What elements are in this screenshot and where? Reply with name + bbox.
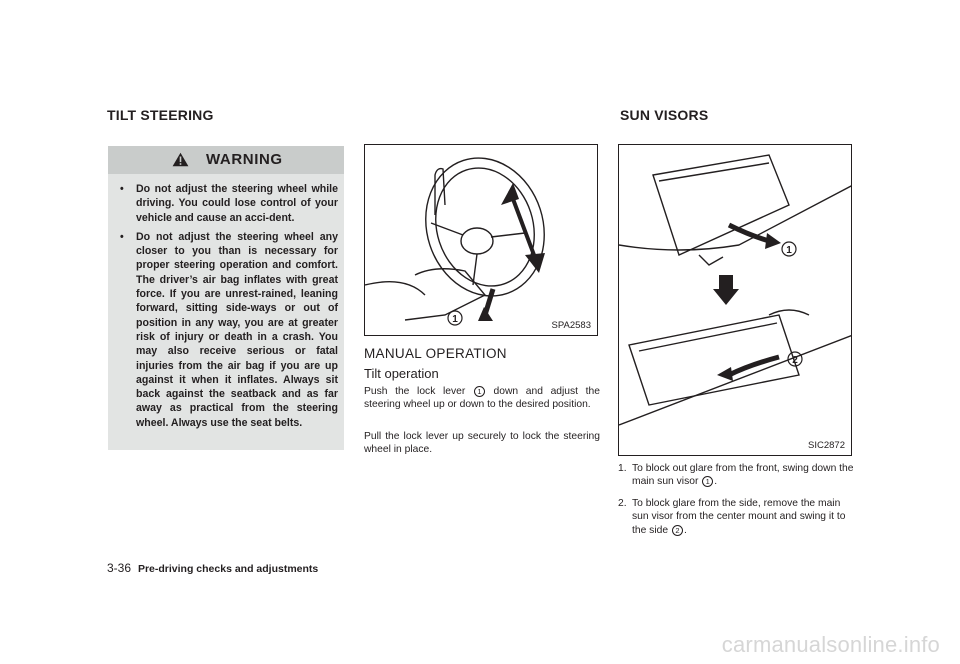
callout-2: 2 xyxy=(792,355,798,366)
sun-visor-steps xyxy=(618,462,854,545)
step-number: 2. xyxy=(618,497,627,509)
watermark: carmanualsonline.info xyxy=(721,632,940,657)
warning-item xyxy=(120,230,338,430)
callout-ref-2: 2 xyxy=(672,525,683,536)
step-number: 1. xyxy=(618,463,627,474)
footer-title: Pre-driving checks and adjustments xyxy=(137,563,319,575)
callout-1: 1 xyxy=(452,314,458,325)
section-heading-sun-visors: SUN VISORS xyxy=(620,107,709,123)
warning-header xyxy=(108,146,344,174)
step-item xyxy=(618,462,854,489)
warning-item xyxy=(120,182,338,225)
callout-ref-1: 1 xyxy=(702,476,713,487)
tilt-operation-heading: Tilt operation xyxy=(364,366,439,381)
callout-ref-1: 1 xyxy=(474,386,485,397)
figure-code: SPA2583 xyxy=(551,320,591,331)
step-item xyxy=(618,497,854,537)
figure-code: SIC2872 xyxy=(808,440,845,451)
step-end: . xyxy=(683,524,687,536)
steering-wheel-illustration xyxy=(365,145,598,336)
sun-visor-figure xyxy=(618,144,852,456)
callout-1: 1 xyxy=(786,245,792,256)
para-text: Push the lock lever xyxy=(364,386,466,397)
section-heading-tilt-steering: TILT STEERING xyxy=(107,107,214,123)
steering-wheel-figure xyxy=(364,144,598,336)
bullet: • xyxy=(120,183,124,195)
step-text: To block glare from the side, remove the main sun visor from the center mount and swing it to the side xyxy=(632,497,846,536)
bullet: • xyxy=(120,230,124,243)
tilt-paragraph-2: Pull the lock lever up securely to lock the steering wheel in place. xyxy=(364,431,600,456)
manual-operation-heading: MANUAL OPERATION xyxy=(364,346,507,361)
warning-triangle-icon xyxy=(172,152,189,167)
page-footer xyxy=(107,561,318,575)
warning-title: WARNING xyxy=(206,151,283,168)
warning-list xyxy=(120,182,338,435)
warning-box xyxy=(108,146,344,450)
page-number: 3-36 xyxy=(107,561,132,575)
step-end: . xyxy=(714,476,718,488)
sun-visor-illustration xyxy=(619,145,852,456)
warning-item-text: Do not adjust the steering wheel any closer to you than is necessary for proper steering operation and comfort. The driver’s air bag inflates with great force. If you are unrest-rained, leaning forward, sitting side-ways or out of position in any way, you are at greater risk of injury or death in a crash. You may also receive serious or fatal injuries from the air bag if you are up against it when it inflates. Always sit back against the seatback and as far away as practical from the steering wheel. Always use the seat belts. xyxy=(136,230,338,429)
step-text: To block out glare from the front, swing down the main sun visor xyxy=(632,463,854,488)
para-text: down and adjust the steering wheel up or down to the desired position. xyxy=(364,386,600,411)
tilt-paragraph-1 xyxy=(364,385,600,412)
warning-item-text: Do not adjust the steering wheel while driving. You could lose control of your vehicle and cause an acci-dent. xyxy=(136,183,338,224)
